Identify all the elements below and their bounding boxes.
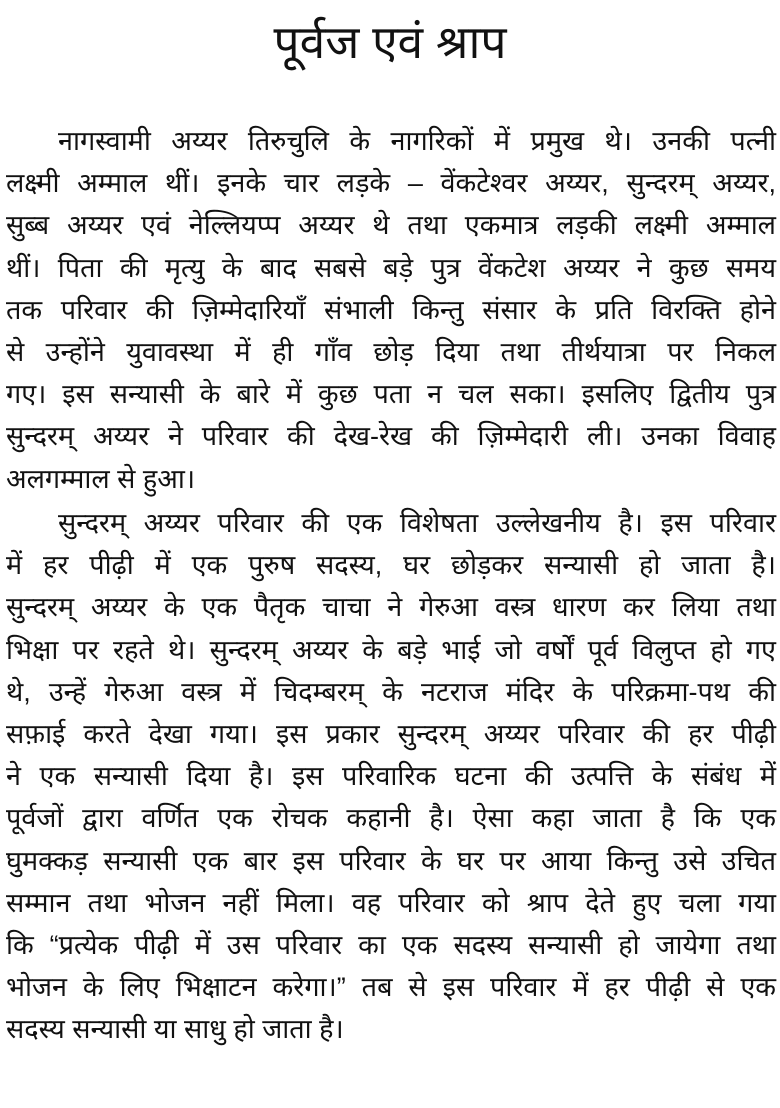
text-line: कि “प्रत्येक पीढ़ी में उस परिवार का एक सदस्य सन्यासी हो जायेगा तथा — [6, 929, 776, 960]
text-line: लक्ष्मी अम्माल थीं। इनके चार लड़के – वेंकटेश्वर अय्यर, सुन्दरम् अय्यर, — [6, 168, 776, 199]
text-line: ने एक सन्यासी दिया है। इस परिवारिक घटना की उत्पत्ति के संबंध में — [6, 761, 776, 792]
paragraph-2 — [6, 502, 776, 1050]
text-line: गए। इस सन्यासी के बारे में कुछ पता न चल सका। इसलिए द्वितीय पुत्र — [6, 379, 776, 410]
text-line: सुन्दरम् अय्यर परिवार की एक विशेषता उल्लेखनीय है। इस परिवार — [58, 508, 776, 538]
text-line: थे, उन्हें गेरुआ वस्त्र में चिदम्बरम् के नटराज मंदिर के परिक्रमा-पथ की — [6, 676, 776, 707]
text-line: घुमक्कड़ सन्यासी एक बार इस परिवार के घर पर आया किन्तु उसे उचित — [6, 845, 776, 876]
text-line: सम्मान तथा भोजन नहीं मिला। वह परिवार को श्राप देते हुए चला गया — [6, 887, 776, 918]
text-line: सफ़ाई करते देखा गया। इस प्रकार सुन्दरम् अय्यर परिवार की हर पीढ़ी — [6, 718, 776, 749]
text-line: सदस्य सन्यासी या साधु हो जाता है। — [6, 1014, 344, 1045]
text-line: तक परिवार की ज़िम्मेदारियाँ संभाली किन्तु संसार के प्रति विरक्ति होने — [6, 294, 776, 325]
text-line: थीं। पिता की मृत्यु के बाद सबसे बड़े पुत्र वेंकटेश अय्यर ने कुछ समय — [6, 252, 776, 283]
text-line: भिक्षा पर रहते थे। सुन्दरम् अय्यर के बड़े भाई जो वर्षों पूर्व विलुप्त हो गए — [6, 634, 776, 665]
text-line: अलगम्माल से हुआ। — [6, 463, 196, 494]
text-line: में हर पीढ़ी में एक पुरुष सदस्य, घर छोड़कर सन्यासी हो जाता है। — [6, 550, 776, 581]
text-line: से उन्होंने युवावस्था में ही गाँव छोड़ दिया तथा तीर्थयात्रा पर निकल — [6, 336, 776, 367]
paragraph-1 — [6, 120, 776, 500]
page-title: पूर्वज एवं श्राप — [273, 16, 507, 68]
text-line: सुब्ब अय्यर एवं नेल्लियप्प अय्यर थे तथा एकमात्र लड़की लक्ष्मी अम्माल — [6, 210, 776, 241]
text-line: नागस्वामी अय्यर तिरुचुलि के नागरिकों में प्रमुख थे। उनकी पत्नी — [58, 126, 776, 156]
text-line: भोजन के लिए भिक्षाटन करेगा।” तब से इस परिवार में हर पीढ़ी से एक — [6, 972, 776, 1003]
text-line: सुन्दरम् अय्यर के एक पैतृक चाचा ने गेरुआ वस्त्र धारण कर लिया तथा — [6, 592, 776, 623]
text-line: पूर्वजों द्वारा वर्णित एक रोचक कहानी है। ऐसा कहा जाता है कि एक — [6, 803, 776, 834]
text-line: सुन्दरम् अय्यर ने परिवार की देख-रेख की ज़िम्मेदारी ली। उनका विवाह — [6, 421, 776, 452]
